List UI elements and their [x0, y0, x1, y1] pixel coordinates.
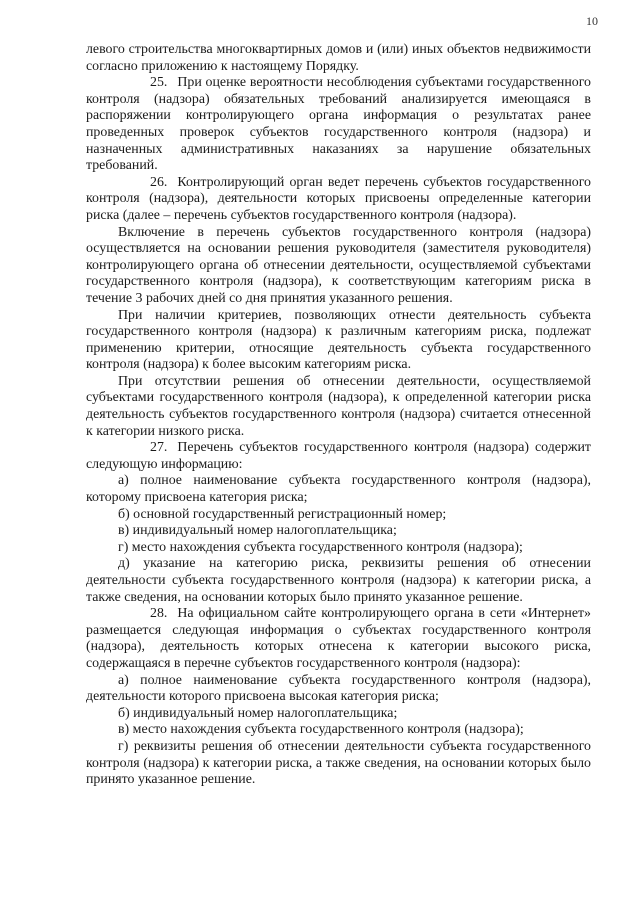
list-item-28-a — [86, 673, 591, 706]
paragraph-text: левого строительства многоквартирных домов и (или) иных объектов недвижимости согласно приложению к настоящему Порядку. — [86, 42, 591, 74]
list-item-28-v — [86, 722, 591, 739]
paragraph-text: в) место нахождения субъекта государственного контроля (надзора); — [118, 722, 524, 738]
paragraph-text: а) полное наименование субъекта государственного контроля (надзора), деятельности которого присвоена высокая категория риска; — [86, 672, 591, 705]
paragraph-text: Контролирующий орган ведет перечень субъектов государственного контроля (надзора), деятельности которых присвоены определенные категории риска (далее – перечень субъектов государственного контроля (надзора). — [86, 174, 591, 223]
paragraph-27 — [86, 440, 591, 473]
paragraph-text: б) основной государственный регистрационный номер; — [118, 506, 447, 522]
paragraph-text: При отсутствии решения об отнесении деятельности, осуществляемой субъектами государственного контроля (надзора), к определенной категории риска деятельность субъектов государственного контроля (надзора) считается отнесенной к категории низкого риска. — [86, 373, 591, 439]
list-item-27-d — [86, 556, 591, 606]
list-item-28-g — [86, 739, 591, 789]
paragraph-text: При наличии критериев, позволяющих отнести деятельность субъекта государственного контроля (надзора) к различным категориям риска, подлежат применению критерии, относящие деятельность субъекта государственного контроля (надзора) к более высоким категориям риска. — [86, 307, 591, 373]
paragraph-text: При оценке вероятности несоблюдения субъектами государственного контроля (надзора) обязательных требований анализируется имеющаяся в распоряжении контролирующего органа информация о результатах ранее проведенных проверок субъектов государственного контроля (надзора) и назначенных административных наказаниях за нарушение обязательных требований. — [86, 75, 591, 174]
paragraph-26 — [86, 175, 591, 225]
paragraph-text: Включение в перечень субъектов государственного контроля (надзора) осуществляется на основании решения руководителя (заместителя руководителя) контролирующего органа об отнесении деятельности, осуществляемой субъектами государственного контроля (надзора), к соответствующим категориям риска в течение 3 рабочих дней со дня принятия указанного решения. — [86, 224, 591, 306]
list-item-28-b — [86, 706, 591, 723]
paragraph-text: а) полное наименование субъекта государственного контроля (надзора), которому присвоена категория риска; — [86, 473, 591, 506]
list-item-27-v — [86, 523, 591, 540]
paragraph-text: б) индивидуальный номер налогоплательщика; — [118, 705, 398, 721]
list-item-27-a — [86, 473, 591, 506]
list-item-27-b — [86, 507, 591, 524]
clause-number: 28. — [150, 606, 168, 622]
clause-number: 27. — [150, 440, 168, 456]
paragraph-25 — [86, 75, 591, 175]
paragraph-text: г) место нахождения субъекта государственного контроля (надзора); — [118, 539, 523, 555]
paragraph-text: Перечень субъектов государственного контроля (надзора) содержит следующую информацию: — [86, 440, 591, 472]
document-body — [86, 42, 591, 789]
paragraph-criteria — [86, 308, 591, 374]
paragraph-text: д) указание на категорию риска, реквизиты решения об отнесении деятельности субъекта государственного контроля (надзора) к категории риска, а также сведения, на основании которых было принято указанное решение. — [86, 556, 591, 605]
paragraph-text: На официальном сайте контролирующего органа в сети «Интернет» размещается следующая информация о субъектах государственного контроля (надзора), деятельность которых отнесена к категории высокого риска, содержащаяся в перечне субъектов государственного контроля (надзора): — [86, 606, 591, 671]
page-number: 10 — [586, 14, 598, 28]
paragraph-low-risk — [86, 374, 591, 440]
paragraph-text: в) индивидуальный номер налогоплательщика; — [118, 523, 397, 539]
clause-number: 26. — [150, 174, 168, 190]
paragraph-text: г) реквизиты решения об отнесении деятельности субъекта государственного контроля (надзора) к категории риска, а также сведения, на основании которых было принято указанное решение. — [86, 738, 591, 788]
paragraph-inclusion — [86, 225, 591, 308]
clause-number: 25. — [150, 75, 168, 91]
paragraph-continuation — [86, 42, 591, 75]
list-item-27-g — [86, 540, 591, 557]
paragraph-28 — [86, 606, 591, 672]
